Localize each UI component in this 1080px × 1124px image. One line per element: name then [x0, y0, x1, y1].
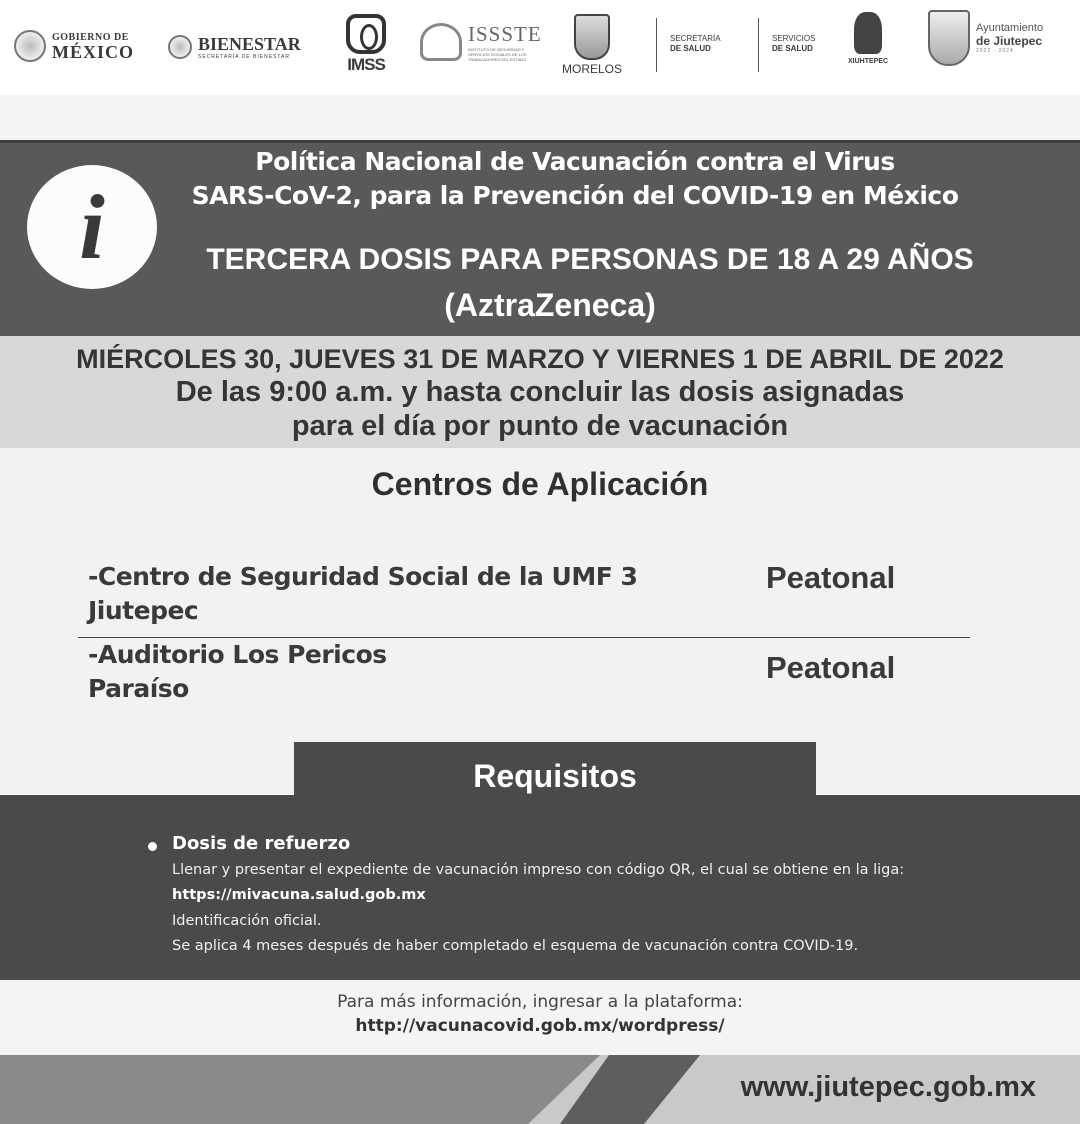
schedule-dates: MIÉRCOLES 30, JUEVES 31 DE MARZO Y VIERNES 1 DE ABRIL DE 2022 — [76, 344, 1004, 374]
info-glyph: i — [79, 176, 105, 278]
banner-title — [160, 145, 990, 213]
imss-logo — [346, 14, 386, 75]
xiuhtepec-logo-text: XIUHTEPEC — [848, 58, 889, 65]
requisito-line: Identificación oficial. — [172, 913, 322, 929]
imss-eagle-icon — [346, 14, 386, 54]
gobierno-logo-text-bottom: MÉXICO — [52, 41, 134, 62]
ayuntamiento-logo-years: 2022 · 2024 — [976, 48, 1014, 54]
requisitos-box — [0, 795, 1080, 980]
more-info-text: Para más información, ingresar a la plataforma: — [337, 992, 743, 1012]
issste-logo — [420, 22, 542, 62]
more-info-section — [0, 980, 1080, 1055]
issste-hands-icon — [420, 23, 462, 61]
requisito-line: Llenar y presentar el expediente de vacunación impreso con código QR, el cual se obtiene en la liga: — [172, 862, 905, 878]
bullet-icon — [148, 842, 157, 851]
centro-access-mode: Peatonal — [766, 650, 896, 685]
requisito-heading: Dosis de refuerzo — [172, 833, 351, 854]
centro-name-line1: -Auditorio Los Pericos — [88, 640, 387, 669]
mivacuna-link[interactable]: https://mivacuna.salud.gob.mx — [172, 887, 426, 903]
issste-logo-text: ISSSTE — [468, 22, 542, 46]
servicios-logo-text-top: SERVICIOS — [772, 34, 816, 43]
footer-stripe — [0, 1055, 600, 1124]
secretaria-de-salud-logo — [670, 34, 721, 54]
centro-name — [88, 560, 637, 628]
schedule-band — [0, 336, 1080, 448]
issste-logo-subtext: INSTITUTO DE SEGURIDAD Y SERVICIOS SOCIALES DE LOS TRABAJADORES DEL ESTADO — [468, 47, 527, 62]
logo-header — [0, 0, 1080, 95]
morelos-logo — [562, 14, 622, 76]
requisitos-title: Requisitos — [294, 742, 816, 798]
gobierno-de-mexico-logo — [14, 30, 134, 62]
ayuntamiento-logo-text-top: Ayuntamiento — [976, 22, 1044, 34]
gobierno-logo-text-top: GOBIERNO DE — [52, 31, 129, 43]
logo-divider — [758, 18, 759, 72]
centro-name-line1: -Centro de Seguridad Social de la UMF 3 — [88, 562, 638, 591]
schedule-hours-line1: De las 9:00 a.m. y hasta concluir las dosis asignadas — [175, 376, 905, 408]
centro-row — [78, 638, 970, 706]
vaccine-brand: (AztraZeneca) — [444, 287, 656, 323]
centro-access-mode: Peatonal — [766, 560, 896, 595]
centro-name — [88, 638, 387, 706]
secretaria-logo-text-bottom: DE SALUD — [670, 44, 711, 53]
title-banner — [0, 140, 1080, 336]
info-icon — [27, 165, 157, 289]
national-seal-icon — [14, 30, 46, 62]
jiutepec-shield-icon — [928, 10, 970, 66]
logo-divider — [656, 18, 657, 72]
banner-title-line2: SARS-CoV-2, para la Prevención del COVID-19 en México — [191, 181, 959, 210]
bienestar-logo — [168, 34, 301, 60]
secretaria-logo-text-top: SECRETARÍA — [670, 34, 721, 43]
morelos-logo-text: MORELOS — [562, 62, 623, 76]
centro-row — [78, 560, 970, 638]
footer — [0, 1055, 1080, 1124]
bienestar-logo-text: BIENESTAR — [198, 34, 301, 54]
servicios-logo-text-bottom: DE SALUD — [772, 44, 813, 53]
xiuhtepec-logo — [848, 12, 888, 65]
xiuhtepec-figure-icon — [854, 12, 882, 54]
bienestar-logo-subtext: SECRETARÍA DE BIENESTAR — [198, 54, 290, 60]
schedule-hours-line2: para el día por punto de vacunación — [291, 410, 789, 442]
centros-title: Centros de Aplicación — [371, 466, 709, 502]
footer-website-link[interactable]: www.jiutepec.gob.mx — [740, 1071, 1036, 1103]
ayuntamiento-jiutepec-logo — [928, 10, 1043, 66]
bienestar-seal-icon — [168, 35, 192, 59]
dose-subtitle: TERCERA DOSIS PARA PERSONAS DE 18 A 29 AÑOS — [206, 243, 974, 276]
imss-logo-text: IMSS — [347, 55, 385, 74]
banner-title-line1: Política Nacional de Vacunación contra el Virus — [255, 147, 895, 176]
morelos-crest-icon — [574, 14, 610, 60]
centro-name-line2: Paraíso — [88, 674, 189, 703]
header-spacer — [0, 95, 1080, 140]
requisito-line: Se aplica 4 meses después de haber completado el esquema de vacunación contra COVID-19. — [172, 938, 859, 954]
servicios-de-salud-logo — [772, 34, 815, 54]
ayuntamiento-logo-text-bottom: de Jiutepec — [976, 34, 1043, 48]
centro-name-line2: Jiutepec — [88, 596, 199, 625]
vacunacovid-link[interactable]: http://vacunacovid.gob.mx/wordpress/ — [355, 1016, 725, 1036]
